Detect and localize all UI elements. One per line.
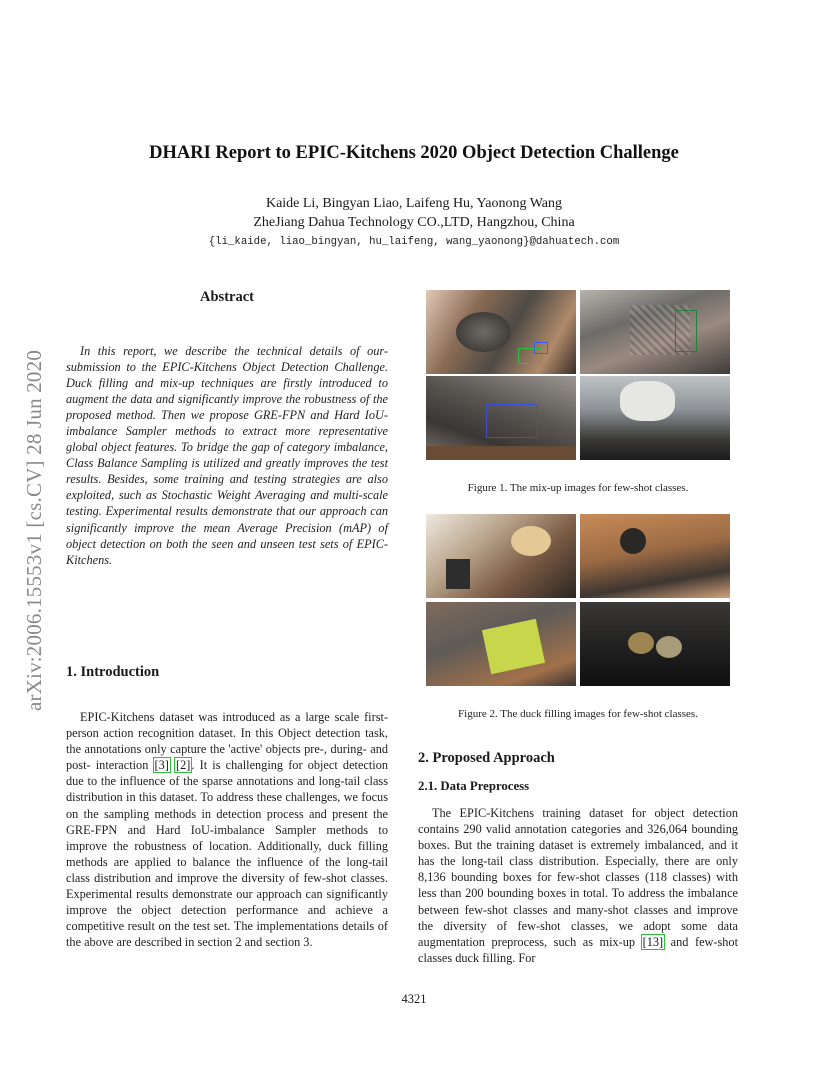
- arxiv-sidebar: [12, 288, 58, 772]
- proposed-approach-heading: 2. Proposed Approach: [418, 750, 555, 766]
- figure-1-image-d: [580, 376, 730, 460]
- arxiv-identifier: arXiv:2006.15553v1 [cs.CV] 28 Jun 2020: [22, 349, 47, 711]
- figure-1-image-b: [580, 290, 730, 374]
- introduction-paragraph: [66, 709, 388, 950]
- citation-link[interactable]: [2]: [176, 758, 191, 773]
- citation-link[interactable]: [3]: [154, 758, 169, 773]
- intro-text-part-1: EPIC-Kitchens dataset was introduced as a large scale first-person action recognition dataset. In this Object detection task, the annotations only capture the 'active' objects pre-, during- and post- interaction: [66, 710, 388, 773]
- abstract-text: In this report, we describe the technical details of our-submission to the EPIC-Kitchens Object Detection Challenge. Duck filling and mix-up techniques are firstly introduced to augment the data and significantly improve the robustness of the proposed method. Then we propose GRE-FPN and Hard IoU-imbalance Sampler methods to extract more representative global object features. To bridge the gap of category imbalance, Class Balance Sampling is utilized and greatly improves the test results. Besides, some training and testing strategies are also exploited, such as Stochastic Weight Averaging and multi-scale testing. Experimental results demonstrate that our approach can significantly improve the mean Average Precision (mAP) of object detection on both the seen and unseen test sets of EPIC-Kitchens.: [66, 344, 388, 567]
- figure-2-image-c: [426, 602, 576, 686]
- approach-text-part-2: and few-shot classes duck filling. For: [418, 934, 738, 965]
- figure-1-image-c: [426, 376, 576, 460]
- intro-text-part-2: . It is challenging for object detection due to the influence of the sparse annotations and long-tail class distribution in this dataset. To address these challenges, we focus on the sampling methods in detection process and present the GRE-FPN and Hard IoU-imbalance Sampler methods to improve the robustness of location. Additionally, duck filling methods are applied to balance the influence of the long-tail class distribution and improve the diversity of few-shot classes. Experimental results demonstrate our approach can significantly improve the object detection performance and achieve a competitive result on the test set. The implementations details of the above are described in section 2 and section 3.: [66, 758, 388, 950]
- approach-text-part-1: The EPIC-Kitchens training dataset for object detection contains 290 valid annotation categories and 326,064 bounding boxes. But the training dataset is extremely imbalanced, and it has the long-tail class distribution. Especially, there are only 8,136 bounding boxes for few-shot classes (118 classes) with less than 200 bounding boxes in total. To address the imbalance between few-shot classes and many-shot classes and improve the diversity of few-shot classes, we adopt some data augmentation preprocess, such as mix-up: [418, 806, 738, 949]
- data-preprocess-heading: 2.1. Data Preprocess: [418, 779, 530, 793]
- figure-2-caption: Figure 2. The duck filling images for few-shot classes.: [458, 708, 698, 720]
- figure-1-caption: Figure 1. The mix-up images for few-shot classes.: [467, 482, 689, 494]
- figure-2-image-b: [580, 514, 730, 598]
- figure-2-image-a: [426, 514, 576, 598]
- affiliation: ZheJiang Dahua Technology CO.,LTD, Hangzhou, China: [253, 215, 575, 230]
- figure-1-image-a: [426, 290, 576, 374]
- abstract-heading: Abstract: [200, 289, 254, 305]
- introduction-heading: 1. Introduction: [66, 664, 160, 680]
- author-list: Kaide Li, Bingyan Liao, Laifeng Hu, Yaonong Wang: [265, 196, 563, 211]
- data-preprocess-paragraph: [418, 805, 738, 966]
- paper-title: DHARI Report to EPIC-Kitchens 2020 Object Detection Challenge: [149, 143, 679, 163]
- author-emails: {li_kaide, liao_bingyan, hu_laifeng, wang_yaonong}@dahuatech.com: [208, 236, 620, 248]
- citation-link[interactable]: [13]: [642, 934, 664, 949]
- figure-2-image-d: [580, 602, 730, 686]
- page-number: 4321: [401, 992, 427, 1006]
